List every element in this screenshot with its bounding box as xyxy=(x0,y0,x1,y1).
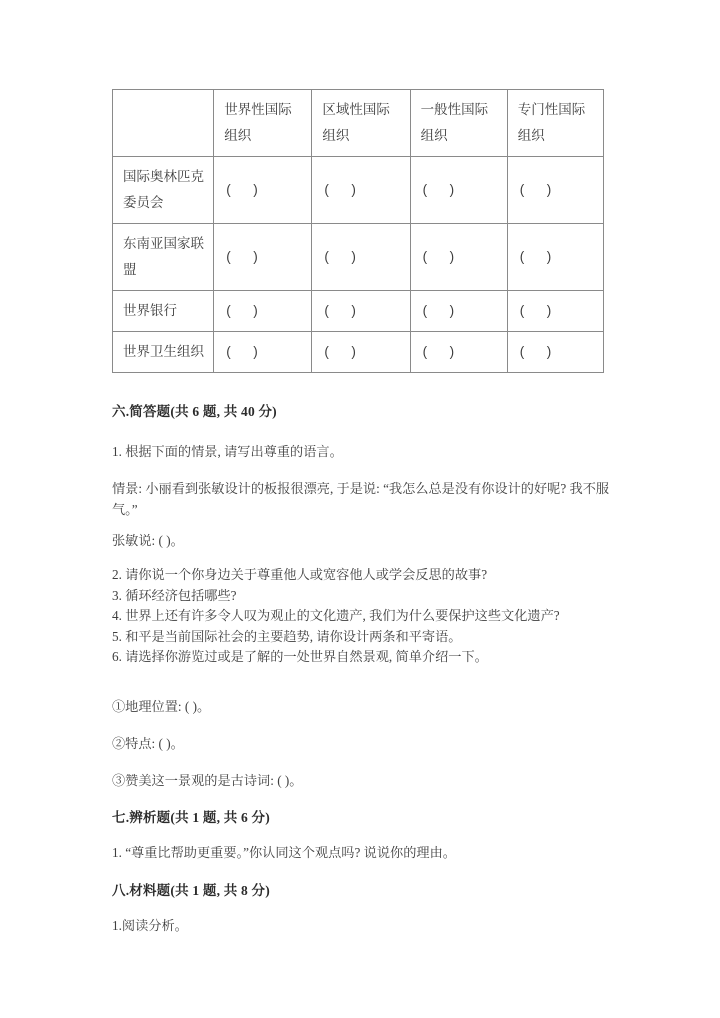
table-row xyxy=(113,291,604,332)
sub-item-poem[interactable]: ③赞美这一景观的是古诗词: ( )。 xyxy=(112,773,303,788)
question-6-4: 4. 世界上还有许多令人叹为观止的文化遗产, 我们为什么要保护这些文化遗产? xyxy=(112,608,560,623)
answer-blank[interactable]: ( ) xyxy=(214,157,312,224)
row-label-world-bank: 世界银行 xyxy=(113,291,214,332)
sub-item-location[interactable]: ①地理位置: ( )。 xyxy=(112,699,211,714)
answer-blank[interactable]: ( ) xyxy=(410,224,507,291)
section-heading-seven: 七.辨析题(共 1 题, 共 6 分) xyxy=(112,810,270,825)
table-header-row xyxy=(113,90,604,157)
question-8-1: 1.阅读分析。 xyxy=(112,918,188,933)
answer-blank[interactable]: ( ) xyxy=(410,332,507,373)
row-label-asean: 东南亚国家联盟 xyxy=(113,224,214,291)
answer-line-zhangmin[interactable]: 张敏说: ( )。 xyxy=(112,533,184,548)
question-6-6: 6. 请选择你游览过或是了解的一处世界自然景观, 简单介绍一下。 xyxy=(112,649,488,664)
row-label-ioc: 国际奥林匹克委员会 xyxy=(113,157,214,224)
question-6-3: 3. 循环经济包括哪些? xyxy=(112,587,237,603)
answer-blank[interactable]: ( ) xyxy=(312,291,410,332)
answer-blank[interactable]: ( ) xyxy=(214,332,312,373)
table-row xyxy=(113,224,604,291)
international-organizations-table xyxy=(112,89,604,373)
section-heading-six: 六.简答题(共 6 题, 共 40 分) xyxy=(112,404,277,419)
scenario-text: 情景: 小丽看到张敏设计的板报很漂亮, 于是说: “我怎么总是没有你设计的好呢? 我不服气。” xyxy=(112,481,610,517)
answer-blank[interactable]: ( ) xyxy=(312,332,410,373)
table-row xyxy=(113,332,604,373)
answer-blank[interactable]: ( ) xyxy=(507,157,603,224)
answer-blank[interactable]: ( ) xyxy=(312,224,410,291)
answer-blank[interactable]: ( ) xyxy=(410,291,507,332)
answer-blank[interactable]: ( ) xyxy=(410,157,507,224)
question-6-5: 5. 和平是当前国际社会的主要趋势, 请你设计两条和平寄语。 xyxy=(112,628,462,644)
column-header-world: 世界性国际组织 xyxy=(214,90,312,157)
table-row xyxy=(113,157,604,224)
answer-blank[interactable]: ( ) xyxy=(214,291,312,332)
sub-item-features[interactable]: ②特点: ( )。 xyxy=(112,736,184,751)
answer-blank[interactable]: ( ) xyxy=(507,332,603,373)
question-list-2-6 xyxy=(112,565,612,668)
column-header-regional: 区域性国际组织 xyxy=(312,90,410,157)
table-corner-cell xyxy=(113,90,214,157)
question-6-2: 2. 请你说一个你身边关于尊重他人或宽容他人或学会反思的故事? xyxy=(112,567,488,582)
question-7-1: 1. “尊重比帮助更重要。”你认同这个观点吗? 说说你的理由。 xyxy=(112,845,456,860)
column-header-general: 一般性国际组织 xyxy=(410,90,507,157)
answer-blank[interactable]: ( ) xyxy=(507,224,603,291)
question-6-1: 1. 根据下面的情景, 请写出尊重的语言。 xyxy=(112,444,343,459)
column-header-specialized: 专门性国际组织 xyxy=(507,90,603,157)
row-label-who: 世界卫生组织 xyxy=(113,332,214,373)
answer-blank[interactable]: ( ) xyxy=(507,291,603,332)
section-heading-eight: 八.材料题(共 1 题, 共 8 分) xyxy=(112,883,270,898)
answer-blank[interactable]: ( ) xyxy=(312,157,410,224)
answer-blank[interactable]: ( ) xyxy=(214,224,312,291)
